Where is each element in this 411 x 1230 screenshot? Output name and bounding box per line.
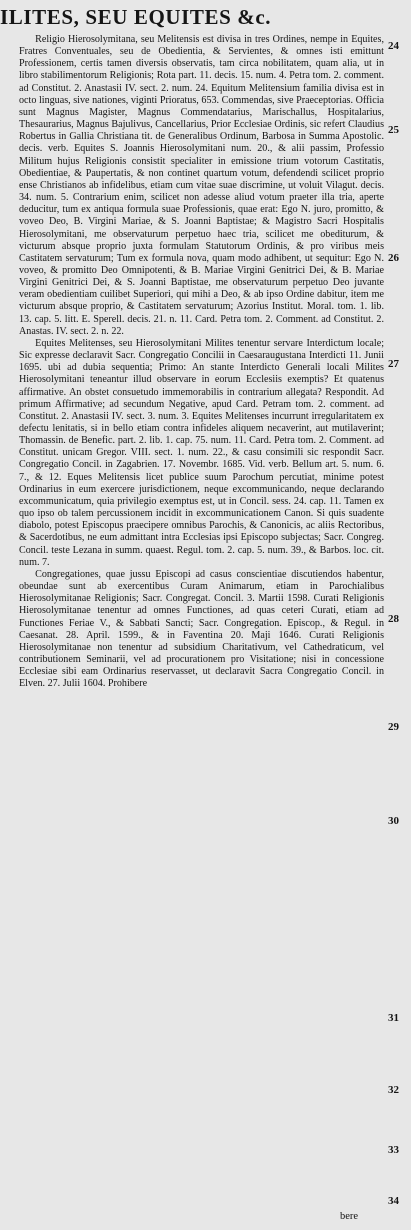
running-head: ILITES, SEU EQUITES &c. [0,5,272,29]
catchword: bere [340,1211,359,1222]
margin-number-27: 27 [388,358,399,370]
margin-number-26: 26 [388,252,399,264]
margin-number-24: 24 [388,40,399,52]
margin-number-25: 25 [388,124,399,136]
paragraph-congregationes: Congregationes, quae jussu Episcopi ad casus conscientiae discutiendos habentur, obeundae sunt ab exercentibus Curam Animarum, etiam in Parochialibus Hierosolymitanae Religionis; Sacr. Congregat. Concil. 3. Martii 1598. Curati Religionis Hierosolymitanae tenentur ad omnes Functiones, ad quas ceteri Curati, etiam ad Functiones Feriae V., & Sabbati Sancti; Sacr. Congregation. Episcop., & Regul. in Caesanat. 28. April. 1599., & in Faventina 20. Maji 1646. Curati Religionis Hierosolymitanae non tenentur ad subsidium Charitativum, vel Cathedraticum, vel contributionem Seminarii, vel ad procurationem pro Visitatione; nisi in concessione Ecclesiae sibi eam Ordinarius reservasset, ut declaravit Sacra Congregatio Concil. in Elven. 27. Julii 1604. Prohibere [19,568,384,690]
margin-number-30: 30 [388,815,399,827]
margin-number-28: 28 [388,613,399,625]
margin-number-34: 34 [388,1195,399,1207]
margin-number-33: 33 [388,1144,399,1156]
body-text [19,34,384,690]
margin-number-29: 29 [388,721,399,733]
paragraph-religio: Religio Hierosolymitana, seu Melitensis est divisa in tres Ordines, nempe in Equites, Fratres Conventuales, seu de Obedientia, & Servientes, & omnes isti emittunt Professionem, certis tamen diversis observatis, tam circa nobilitatem, quam alia, ut in libro stabilimentorum Religionis; Rota part. 11. decis. 15. num. 4. Petra tom. 2. comment. ad Constitut. 2. Anastasii IV. sect. 2. num. 24. Equitum Melitensium familia divisa est in octo linguas, sive nationes, viginti Prioratus, 653. Commendas, sive Praeceptorias. Officia sunt Magnus Magister, Magnus Commendatarius, Marischallus, Hospitalarius, Thesaurarius, Magnus Bajulivus, Cancellarius, Prior Ecclesiae Ordinis, sic refert Claudius Robertus in Gallia Christiana tit. de Generalibus Ordinum, Barbosa in Summa Apostolic. decis. verb. Equites S. Joannis Hierosolymitani num. 20., & alii passim, Professio Militum hujus Religionis consistit specialiter in emissione trium votorum Castitatis, Obedientiae, & Paupertatis, & non continet quartum votum, defendendi scilicet proprio ense Christianos ab infidelibus, etiam cum vitae suae discrimine, ut voluit Vilagut. decis. 34. num. 5. Contrarium enim, scilicet non adesse aliud votum praeter illa tria, aperte deducitur, tum ex antiqua formula suae Professionis, quae erat: Ego N. juro, promitto, & voveo Deo, B. Virgini Mariae, & S. Joanni Baptistae; & Magistro Sacri Hospitalis Hierosolymitani, me observaturum perpetuo haec tria, scilicet me obediturum, & victurum absque proprio juxta formulam Statutorum Ordinis, & pro viribus meis Castitatem servaturum; Tum ex formula nova, quam modo adhibent, ut sequitur: Ego N. voveo, & promitto Deo Omnipotenti, & B. Mariae Virgini Genitrici Dei, & B. Mariae Virgini Genitrici Dei, & S. Joanni Baptistae, me observaturum perpetuo Deo juvante veram obedientiam cuilibet Superiori, qui mihi a Deo, & ab ipso Ordine dabitur, item me victurum absque proprio, & Castitatem servaturum; Azorius Institut. Moral. tom. 1. lib. 13. cap. 5. litt. E. Sperell. decis. 21. n. 11. Card. Petra tom. 2. Comment. ad Constitut. 2. Anastas. IV. sect. 2. n. 22. [19,34,384,337]
margin-number-31: 31 [388,1012,399,1024]
margin-number-32: 32 [388,1084,399,1096]
paragraph-equites: Equites Melitenses, seu Hierosolymitani Milites tenentur servare Interdictum locale; Sic expresse declaravit Sacr. Congregatio Concilii in Caesaraugustana Interdicti 11. Junii 1695. ubi ad dubia sequentia; Primo: An stante Interdicto Generali locali Milites Hierosolymitani teneantur illud observare in eorum Ecclesiis exemptis? Et quatenus affirmative. An obstet consuetudo immemorabilis in contrarium allegata? Respondit. Ad primum Affirmative; ad secundum Negative, apud Card. Petram tom. 2. comment. ad Constitut. 2. Anastasii IV. sect. 3. num. 3. Equites Melitenses incurrunt irregularitatem ex defectu lenitatis, si in bello etiam contra infideles aliquem necaverint, aut mutilaverint; Thomassin. de Benefic. part. 2. lib. 1. cap. 75. num. 11. Card. Petra tom. 2. Comment. ad Constitut. unicam Gregor. VIII. sect. 1. num. 22., & casu consimili sic respondit Sacr. Congregatio Concil. in Zagabrien. 17. Novembr. 1685. Vid. verb. Bellum art. 5. num. 6. 7., & 12. Eques Melitensis licet publice suum Parochum percutiat, minime potest Ordinarius in eum exercere jurisdictionem, neque excommunicando, neque declarando excommunicatum, quia privilegio exemptus est, ut in Concil. sess. 24. cap. 11. Tamen ex quo ipso ob talem percussionem incidit in excommunicationem Canon. Si quis suadente diabolo, potest Episcopus praecipere omnibus Parochis, & Canonicis, ac aliis Rectoribus, & Sacerdotibus, ne eum admittant intra Ecclesias ipsi Episcopo subjectas; Sacr. Congreg. Concil. teste Lezana in summ. quaest. Regul. tom. 2. cap. 5. num. 39., & Barbos. loc. cit. num. 7. [19,337,384,568]
